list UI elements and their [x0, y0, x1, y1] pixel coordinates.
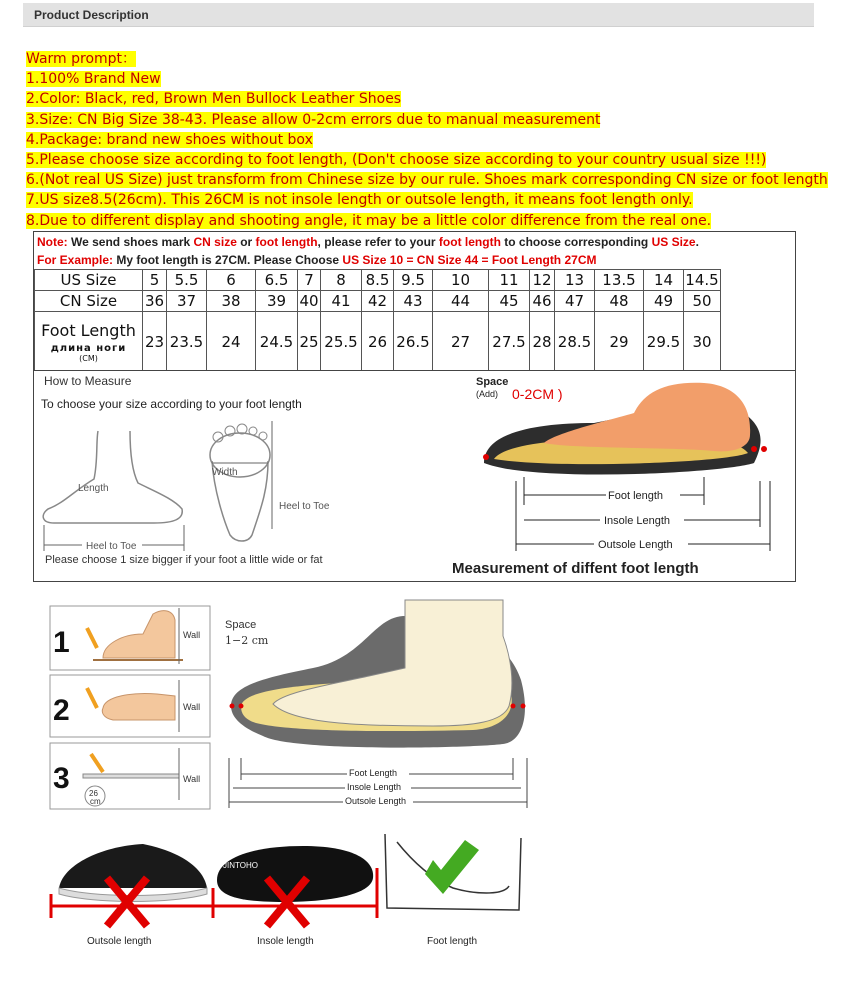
foot-cell: 29	[595, 312, 644, 372]
prompt-line: 5.Please choose size according to foot length, (Don't choose size according to your country usual size !!!)	[26, 151, 767, 168]
foot-cell: 25.5	[321, 312, 362, 372]
foot-cell: 24	[207, 312, 256, 372]
foot-cell: 24.5	[256, 312, 298, 372]
cn-cell: 41	[321, 291, 362, 312]
size-advice: Please choose 1 size bigger if your foot a little wide or fat	[45, 554, 323, 566]
foot-cell: 28	[530, 312, 555, 372]
prompt-line: 7.US size8.5(26cm). This 26CM is not insole length or outsole length, it means foot length only.	[26, 192, 693, 209]
brand-label: JINTOHO	[223, 861, 258, 870]
foot-cell: 23.5	[167, 312, 207, 372]
us-size-label: US Size	[35, 270, 143, 291]
prompt-line: 1.100% Brand New	[26, 71, 161, 88]
foot-cell: 26.5	[394, 312, 433, 372]
cn-cell: 38	[207, 291, 256, 312]
step-3-number: 3	[53, 762, 70, 795]
prompt-line: 3.Size: CN Big Size 38-43. Please allow 0-2cm errors due to manual measurement	[26, 111, 601, 128]
space-label-2: Space	[225, 619, 257, 631]
us-cell: 5	[143, 270, 167, 291]
insole-length-label-2: Insole Length	[347, 782, 402, 792]
step-2-number: 2	[53, 694, 70, 727]
size-chart	[33, 231, 796, 371]
heel-to-toe-label-2: Heel to Toe	[279, 501, 330, 512]
product-description-header	[23, 3, 814, 27]
space-value-2: 1−2 cm	[225, 634, 269, 647]
cn-cell: 39	[256, 291, 298, 312]
insole-length-label: Insole Length	[604, 515, 671, 527]
cn-cell: 45	[489, 291, 530, 312]
us-cell: 13	[555, 270, 595, 291]
size-table	[34, 269, 721, 372]
cn-cell: 49	[644, 291, 684, 312]
wall-label-3: Wall	[183, 774, 201, 784]
measurement-title: Measurement of diffent foot length	[452, 560, 699, 577]
caption-insole: Insole length	[257, 936, 314, 947]
wall-label-2: Wall	[183, 702, 201, 712]
step-1-number: 1	[53, 626, 70, 659]
foot-length-label-2: Foot Length	[349, 768, 398, 778]
prompt-line: 8.Due to different display and shooting angle, it may be a little color difference from the real one.	[26, 212, 712, 229]
cn-cell: 47	[555, 291, 595, 312]
heel-to-toe-label-1: Heel to Toe	[86, 541, 137, 552]
us-cell: 7	[298, 270, 321, 291]
cn-cell: 42	[362, 291, 394, 312]
how-to-measure-title: How to Measure	[44, 374, 132, 388]
width-label: Width	[212, 467, 238, 478]
foot-length-label: Foot Length длина ноги (CM)	[35, 312, 143, 372]
foot-cell: 26	[362, 312, 394, 372]
measurement-panel	[33, 370, 796, 582]
us-cell: 9.5	[394, 270, 433, 291]
cn-cell: 46	[530, 291, 555, 312]
add-value: 0-2CM )	[512, 386, 563, 402]
us-cell: 8.5	[362, 270, 394, 291]
space-label: Space	[476, 376, 509, 388]
choose-size-text: To choose your size according to your foot length	[41, 397, 302, 411]
foot-cell: 23	[143, 312, 167, 372]
cn-cell: 50	[684, 291, 721, 312]
wall-label-1: Wall	[183, 630, 201, 640]
steps-illustration	[33, 588, 540, 958]
foot-cell: 27	[433, 312, 489, 372]
cn-cell: 36	[143, 291, 167, 312]
us-cell: 8	[321, 270, 362, 291]
prompt-line: 2.Color: Black, red, Brown Men Bullock Leather Shoes	[26, 91, 402, 108]
step-3-cm-unit: cm	[90, 797, 101, 806]
foot-cell: 25	[298, 312, 321, 372]
outsole-length-label: Outsole Length	[598, 539, 673, 551]
caption-outsole: Outsole length	[87, 936, 152, 947]
foot-length-label: Foot length	[608, 490, 664, 502]
us-cell: 11	[489, 270, 530, 291]
foot-cell: 27.5	[489, 312, 530, 372]
us-cell: 14.5	[685, 271, 719, 289]
us-cell: 5.5	[167, 270, 207, 291]
prompt-line: Warm prompt：	[26, 51, 137, 67]
foot-cell: 30	[684, 312, 721, 372]
outsole-length-label-2: Outsole Length	[345, 796, 407, 806]
us-cell: 12	[530, 270, 555, 291]
foot-cell: 28.5	[555, 312, 595, 372]
add-label: (Add)	[476, 389, 499, 399]
cn-cell: 37	[167, 291, 207, 312]
us-cell: 10	[433, 270, 489, 291]
prompt-line: 6.(Not real US Size) just transform from Chinese size by our rule. Shoes mark corresponding CN size or foot length	[26, 172, 828, 189]
shoe-cross-section-1	[474, 373, 794, 559]
prompt-line: 4.Package: brand new shoes without box	[26, 131, 313, 148]
caption-foot: Foot length	[427, 936, 478, 947]
us-cell: 13.5	[595, 270, 644, 291]
foot-measure-illustration	[34, 411, 394, 571]
measuring-steps	[33, 588, 540, 958]
cn-size-label: CN Size	[35, 291, 143, 312]
us-cell: 6	[207, 270, 256, 291]
warm-prompt	[26, 49, 828, 231]
length-label: Length	[78, 483, 109, 494]
cn-cell: 44	[433, 291, 489, 312]
example-line: For Example: My foot length is 27CM. Please Choose US Size 10 = CN Size 44 = Foot Length 27CM	[37, 253, 597, 267]
product-description-title: Product Description	[34, 8, 149, 22]
us-cell: 14	[644, 270, 684, 291]
cn-cell: 40	[299, 292, 319, 310]
foot-cell: 29.5	[644, 312, 684, 372]
cn-cell: 43	[394, 291, 433, 312]
step-3-cm-value: 26	[89, 789, 98, 798]
note-line: Note: We send shoes mark CN size or foot length, please refer to your foot length to choose corresponding US Size.	[37, 235, 699, 249]
cn-cell: 48	[595, 291, 644, 312]
us-cell: 6.5	[256, 270, 298, 291]
